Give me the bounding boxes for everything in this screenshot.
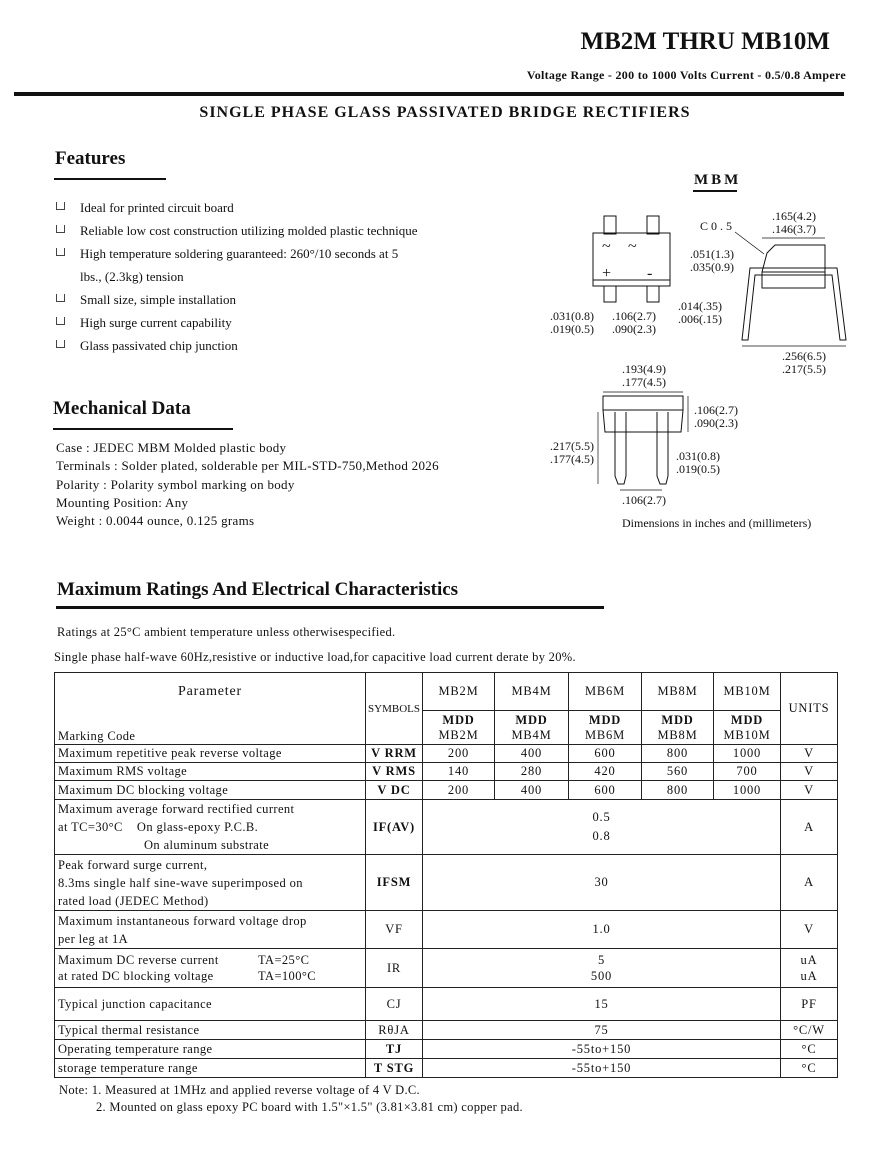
mark-line: MDD xyxy=(442,712,475,727)
doc-heading: SINGLE PHASE GLASS PASSIVATED BRIDGE RECTIFIERS xyxy=(199,104,691,121)
param-cell: Maximum DC blocking voltage xyxy=(55,781,366,800)
header-symbols: SYMBOLS xyxy=(366,673,423,745)
mark-line: MB2M xyxy=(438,727,479,742)
unit-cell: V xyxy=(781,763,838,781)
mech-item: Terminals : Solder plated, solderable per MIL-STD-750,Method 2026 xyxy=(56,458,439,474)
value-cell: 1.0 xyxy=(423,911,781,949)
symbol-cell: IR xyxy=(366,949,423,988)
ratings-section xyxy=(54,672,844,1115)
param-cell: Typical thermal resistance xyxy=(55,1021,366,1040)
dim-label: .165(4.2) xyxy=(772,209,816,223)
symbol-cell: CJ xyxy=(366,988,423,1021)
mark-line: MDD xyxy=(515,712,548,727)
dim-label: .146(3.7) xyxy=(772,222,816,236)
mark-line: MDD xyxy=(730,712,764,727)
value-cell: 800 xyxy=(642,745,714,763)
value-cell: 15 xyxy=(423,988,781,1021)
value-cell: 400 xyxy=(495,745,569,763)
value-cell: 560 xyxy=(642,763,714,781)
value-cell: 140 xyxy=(423,763,495,781)
param-cell: Maximum repetitive peak reverse voltage xyxy=(55,745,366,763)
value-cell: 600 xyxy=(569,745,642,763)
marking-cell xyxy=(642,711,714,745)
dim-label: .051(1.3) xyxy=(690,247,734,261)
ac-symbol: ~ xyxy=(628,238,637,255)
symbol-cell: RθJA xyxy=(366,1021,423,1040)
table-header-row xyxy=(55,673,838,711)
feature-item: High temperature soldering guaranteed: 260°/10 seconds at 5 xyxy=(56,242,418,265)
table-row-ifsm xyxy=(55,855,838,911)
dim-label: .019(0.5) xyxy=(676,462,720,476)
chamfer-label: C 0 . 5 xyxy=(700,219,733,233)
dim-label: .019(0.5) xyxy=(550,322,594,336)
unit-cell: °C/W xyxy=(781,1021,838,1040)
dim-label: .217(5.5) xyxy=(550,439,594,453)
features-list xyxy=(56,196,418,357)
mark-line: MDD xyxy=(661,712,694,727)
value-cell: 1000 xyxy=(714,781,781,800)
table-row xyxy=(55,1059,838,1078)
param-cell: Maximum average forward rectified current at TC=30°C On glass-epoxy P.C.B. On aluminum substrate xyxy=(55,800,366,855)
table-row-ir xyxy=(55,949,838,988)
dimensions-caption: Dimensions in inches and (millimeters) xyxy=(622,516,812,530)
symbol-cell: V DC xyxy=(366,781,423,800)
table-row xyxy=(55,763,838,781)
value-cell: 75 xyxy=(423,1021,781,1040)
dim-label: .035(0.9) xyxy=(690,260,734,274)
unit-cell: V xyxy=(781,911,838,949)
feature-item: Glass passivated chip junction xyxy=(56,334,418,357)
marking-cell xyxy=(714,711,781,745)
header-units: UNITS xyxy=(781,673,838,745)
header-model: MB4M xyxy=(495,673,569,711)
unit-cell: A xyxy=(781,855,838,911)
unit-cell: A xyxy=(781,800,838,855)
feature-item: Small size, simple installation xyxy=(56,288,418,311)
unit-cell: uA uA xyxy=(781,949,838,988)
unit-cell: °C xyxy=(781,1059,838,1078)
symbol-cell: TJ xyxy=(366,1040,423,1059)
marking-cell xyxy=(495,711,569,745)
header-rule xyxy=(14,92,844,96)
ratings-note-1: Ratings at 25°C ambient temperature unless otherwisespecified. xyxy=(57,625,396,639)
table-row xyxy=(55,988,838,1021)
value-cell: 280 xyxy=(495,763,569,781)
table-row-ifav xyxy=(55,800,838,855)
mechanical-title: Mechanical Data xyxy=(53,398,191,419)
mark-line: MB8M xyxy=(657,727,698,742)
dim-label: .106(2.7) xyxy=(612,309,656,323)
symbol-cell: T STG xyxy=(366,1059,423,1078)
feature-item: Reliable low cost construction utilizing molded plastic technique xyxy=(56,219,418,242)
feature-item: Ideal for printed circuit board xyxy=(56,196,418,219)
footnote-1: Note: 1. Measured at 1MHz and applied reverse voltage of 4 V D.C. xyxy=(59,1083,420,1097)
param-cell: Maximum instantaneous forward voltage drop per leg at 1A xyxy=(55,911,366,949)
mark-line: MB4M xyxy=(511,727,552,742)
value-cell: 600 xyxy=(569,781,642,800)
table-row-vf xyxy=(55,911,838,949)
ratings-note-2: Single phase half-wave 60Hz,resistive or inductive load,for capacitive load current derate by 20%. xyxy=(54,650,576,664)
symbol-cell: V RMS xyxy=(366,763,423,781)
ratings-table xyxy=(54,672,838,1078)
dim-label: .106(2.7) xyxy=(694,403,738,417)
mech-item: Weight : 0.0044 ounce, 0.125 grams xyxy=(56,513,255,529)
marking-code-row xyxy=(55,711,838,745)
param-cell: Maximum DC reverse current TA=25°C at rated DC blocking voltage TA=100°C xyxy=(55,949,366,988)
marking-cell xyxy=(423,711,495,745)
table-row xyxy=(55,1021,838,1040)
mech-item: Polarity : Polarity symbol marking on body xyxy=(56,476,295,492)
value-cell: -55to+150 xyxy=(423,1059,781,1078)
footnote-2: 2. Mounted on glass epoxy PC board with 1.5"×1.5" (3.81×3.81 cm) copper pad. xyxy=(96,1100,523,1114)
doc-subtitle: Voltage Range - 200 to 1000 Volts Current - 0.5/0.8 Ampere xyxy=(526,68,846,82)
header-parameter: Parameter xyxy=(55,673,366,711)
dim-label: .014(.35) xyxy=(678,299,722,313)
param-cell: Peak forward surge current, 8.3ms single half sine-wave superimposed on rated load (JEDEC Method) xyxy=(55,855,366,911)
unit-cell: PF xyxy=(781,988,838,1021)
header-model: MB6M xyxy=(569,673,642,711)
value-cell: 200 xyxy=(423,781,495,800)
value-cell: 30 xyxy=(423,855,781,911)
ratings-title: Maximum Ratings And Electrical Characteristics xyxy=(57,579,459,600)
mechanical-list xyxy=(56,439,439,530)
value-cell: 420 xyxy=(569,763,642,781)
mech-item: Case : JEDEC MBM Molded plastic body xyxy=(56,440,287,455)
dim-label: .256(6.5) xyxy=(782,349,826,363)
mark-line: MB6M xyxy=(584,727,626,742)
unit-cell: V xyxy=(781,745,838,763)
unit-cell: V xyxy=(781,781,838,800)
param-cell: storage temperature range xyxy=(55,1059,366,1078)
dim-label: .106(2.7) xyxy=(622,493,666,507)
mark-line: MDD xyxy=(588,712,622,727)
value-cell: 1000 xyxy=(714,745,781,763)
mech-item: Mounting Position: Any xyxy=(56,494,189,510)
table-row xyxy=(55,781,838,800)
value-cell: -55to+150 xyxy=(423,1040,781,1059)
value-cell: 200 xyxy=(423,745,495,763)
header-model: MB10M xyxy=(714,673,781,711)
dim-label: .177(4.5) xyxy=(622,375,666,389)
package-label: MBM xyxy=(694,172,742,188)
feature-item-cont: lbs., (2.3kg) tension xyxy=(80,269,184,284)
dim-label: .193(4.9) xyxy=(622,362,666,376)
dim-label: .031(0.8) xyxy=(676,449,720,463)
unit-cell: °C xyxy=(781,1040,838,1059)
value-cell: 400 xyxy=(495,781,569,800)
plus-symbol: + xyxy=(602,265,612,282)
value-cell: 0.5 0.8 xyxy=(423,800,781,855)
header-model: MB2M xyxy=(423,673,495,711)
feature-item: High surge current capability xyxy=(56,311,418,334)
dim-label: .177(4.5) xyxy=(550,452,594,466)
mark-line: MB10M xyxy=(723,727,771,742)
doc-title: MB2M THRU MB10M xyxy=(580,28,830,55)
marking-code-label: Marking Code xyxy=(55,711,366,745)
minus-symbol: - xyxy=(647,265,653,282)
mechanical-underline xyxy=(53,428,233,430)
table-row xyxy=(55,1040,838,1059)
dim-label: .031(0.8) xyxy=(550,309,594,323)
marking-cell xyxy=(569,711,642,745)
symbol-cell: V RRM xyxy=(366,745,423,763)
header-model: MB8M xyxy=(642,673,714,711)
features-underline xyxy=(54,178,166,180)
dim-label: .090(2.3) xyxy=(612,322,656,336)
symbol-cell: VF xyxy=(366,911,423,949)
package-drawing xyxy=(550,160,890,532)
param-cell: Operating temperature range xyxy=(55,1040,366,1059)
dim-label: .006(.15) xyxy=(678,312,722,326)
symbol-cell: IFSM xyxy=(366,855,423,911)
table-row xyxy=(55,745,838,763)
dim-label: .090(2.3) xyxy=(694,416,738,430)
dim-label: .217(5.5) xyxy=(782,362,826,376)
features-title: Features xyxy=(55,148,126,169)
value-cell: 800 xyxy=(642,781,714,800)
param-cell: Typical junction capacitance xyxy=(55,988,366,1021)
ratings-underline xyxy=(56,606,604,609)
value-cell: 700 xyxy=(714,763,781,781)
value-cell: 5 500 xyxy=(423,949,781,988)
ac-symbol: ~ xyxy=(602,238,611,255)
param-cell: Maximum RMS voltage xyxy=(55,763,366,781)
symbol-cell: IF(AV) xyxy=(366,800,423,855)
